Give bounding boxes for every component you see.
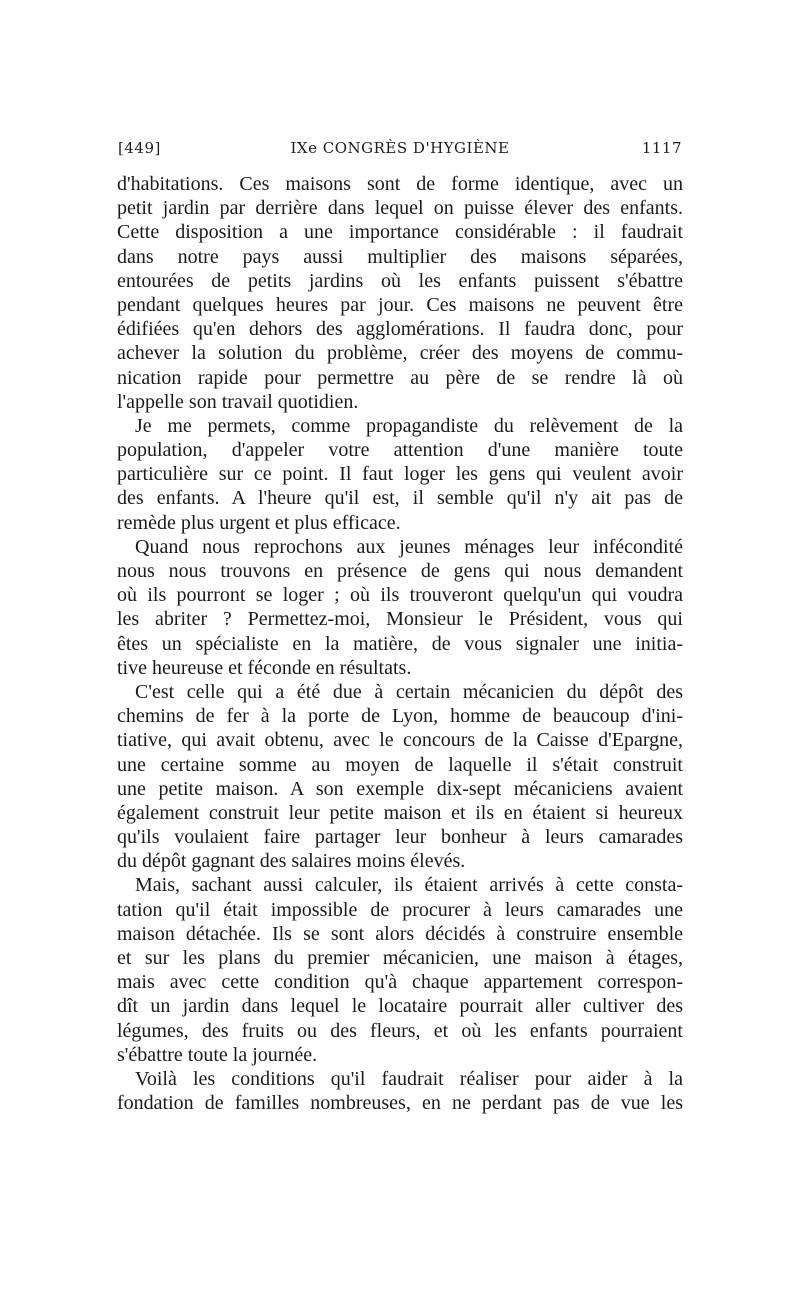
text-line: une certaine somme au moyen de laquelle il s'était construit	[117, 753, 683, 776]
text-line: C'est celle qui a été due à certain mécanicien du dépôt des	[135, 680, 683, 703]
text-line: d'habitations. Ces maisons sont de forme identique, avec un	[117, 173, 683, 195]
text-line: mais avec cette condition qu'à chaque appartement correspon-	[117, 971, 683, 994]
text-line: nous nous trouvons en présence de gens qui nous demandent	[117, 560, 683, 582]
text-line: particulière sur ce point. Il faut loger les gens qui veulent avoir	[117, 463, 683, 486]
text-line: une petite maison. A son exemple dix-sept mécaniciens avaient	[117, 777, 683, 800]
text-line: tation qu'il était impossible de procurer à leurs camarades une	[117, 898, 683, 921]
text-line: Cette disposition a une importance considérable : il faudrait	[117, 221, 683, 244]
text-line: pendant quelques heures par jour. Ces maisons ne peuvent être	[117, 293, 683, 316]
text-line: Quand nous reprochons aux jeunes ménages leur infécondité	[135, 535, 683, 558]
text-line: édifiées qu'en dehors des agglomérations. Il faudra donc, pour	[117, 318, 683, 341]
text-line: les abriter ? Permettez-moi, Monsieur le Président, vous qui	[117, 608, 683, 631]
text-line: du dépôt gagnant des salaires moins élevés.	[117, 850, 466, 873]
text-line: êtes un spécialiste en la matière, de vous signaler une initia-	[117, 632, 683, 655]
text-line: maison détachée. Ils se sont alors décidés à construire ensemble	[117, 922, 683, 945]
text-line: tive heureuse et féconde en résultats.	[117, 656, 412, 679]
text-line: population, d'appeler votre attention d'une manière toute	[117, 439, 683, 462]
header-title: IXe CONGRÈS D'HYGIÈNE	[290, 139, 510, 157]
text-line: également construit leur petite maison et ils en étaient si heureux	[117, 801, 683, 824]
text-line: tiative, qui avait obtenu, avec le concours de la Caisse d'Epargne,	[117, 729, 683, 752]
text-line: Voilà les conditions qu'il faudrait réaliser pour aider à la	[135, 1067, 683, 1090]
text-line: qu'ils voulaient faire partager leur bonheur à leurs camarades	[117, 826, 683, 849]
text-line: l'appelle son travail quotidien.	[117, 390, 359, 413]
running-header	[118, 139, 682, 163]
text-line: fondation de familles nombreuses, en ne perdant pas de vue les	[117, 1092, 683, 1115]
text-line: remède plus urgent et plus efficace.	[117, 511, 401, 534]
text-line: petit jardin par derrière dans lequel on puisse élever des enfants.	[117, 197, 683, 220]
text-line: et sur les plans du premier mécanicien, une maison à étages,	[117, 947, 683, 969]
text-line: dît un jardin dans lequel le locataire pourrait aller cultiver des	[117, 995, 683, 1018]
text-line: où ils pourront se loger ; où ils trouveront quelqu'un qui voudra	[117, 584, 683, 607]
text-line: Mais, sachant aussi calculer, ils étaient arrivés à cette consta-	[135, 874, 683, 897]
text-line: achever la solution du problème, créer des moyens de commu-	[117, 342, 683, 365]
text-line: entourées de petits jardins où les enfants puissent s'ébattre	[117, 269, 683, 292]
text-line: chemins de fer à la porte de Lyon, homme de beaucoup d'ini-	[117, 705, 683, 728]
header-bracket-page-number: [449]	[118, 139, 161, 157]
text-line: Je me permets, comme propagandiste du relèvement de la	[135, 414, 683, 437]
text-line: nication rapide pour permettre au père de se rendre là où	[117, 366, 683, 389]
text-line: dans notre pays aussi multiplier des maisons séparées,	[117, 245, 683, 268]
page-number: 1117	[641, 139, 682, 157]
text-line: légumes, des fruits ou des fleurs, et où les enfants pourraient	[117, 1019, 683, 1042]
text-line: s'ébattre toute la journée.	[117, 1043, 318, 1066]
body-text	[117, 172, 683, 1115]
text-line: des enfants. A l'heure qu'il est, il semble qu'il n'y ait pas de	[117, 487, 683, 510]
